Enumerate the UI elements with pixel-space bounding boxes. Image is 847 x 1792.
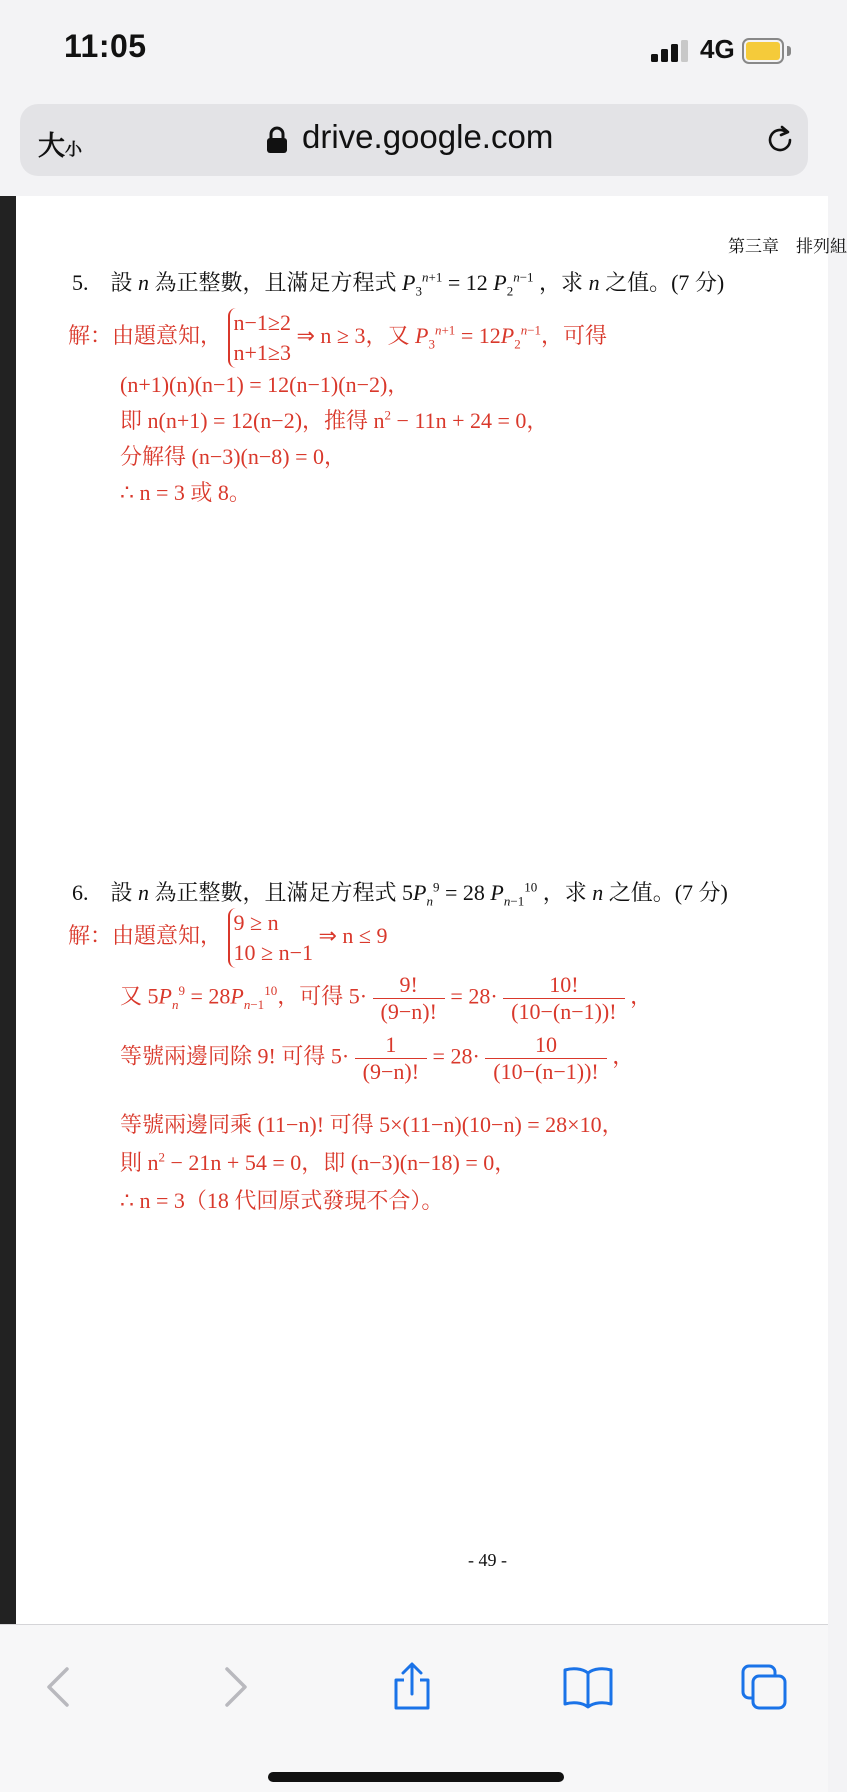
q5-case2: n+1≥3 bbox=[233, 340, 291, 365]
share-icon bbox=[390, 1662, 434, 1712]
tabs-button[interactable] bbox=[734, 1657, 794, 1717]
question-number: 5. bbox=[72, 270, 89, 295]
address-bar[interactable] bbox=[20, 104, 808, 176]
reload-icon[interactable] bbox=[760, 120, 800, 160]
q5-text-b: 為正整數，且滿足方程式 bbox=[154, 270, 397, 295]
signal-icon bbox=[651, 40, 689, 62]
q6-l2-obtain: ，可得 5· bbox=[277, 983, 368, 1009]
status-time: 11:05 bbox=[64, 28, 147, 64]
back-button[interactable] bbox=[28, 1657, 88, 1717]
home-indicator[interactable] bbox=[268, 1772, 564, 1782]
text-size-button[interactable] bbox=[38, 124, 82, 163]
q5-case1: n−1≥2 bbox=[233, 310, 291, 335]
fraction-1 bbox=[373, 972, 445, 1025]
frac1-num: 9! bbox=[373, 972, 445, 999]
fraction-2 bbox=[503, 972, 624, 1025]
text-size-small-label: 小 bbox=[65, 140, 82, 160]
q6-l5a: 則 n bbox=[120, 1150, 159, 1175]
q5-solution-line2: (n+1)(n)(n−1) = 12(n−1)(n−2)， bbox=[120, 372, 410, 397]
q6-solution-line1 bbox=[68, 908, 388, 968]
q6-solution-line6: ∴ n = 3（18 代回原式發現不合）。 bbox=[120, 1188, 444, 1213]
q5-solution-line5: ∴ n = 3 或 8。 bbox=[120, 480, 251, 505]
frac2-den: (10−(n−1))! bbox=[511, 999, 617, 1024]
q5-line3a: 即 n(n+1) = 12(n−2)，推得 n bbox=[120, 408, 385, 433]
battery-icon bbox=[742, 38, 784, 64]
frac3-den: (9−n)! bbox=[362, 1059, 420, 1084]
document-page bbox=[16, 196, 847, 1624]
q6-solution-line2: 又 $5P_n^9 = 28P_{n-1}^{10}$，可得 5· $\frac{9!}{(9-n)!}$ = 28· $\frac{10!}{(10-(n-1))!}$ ， bbox=[120, 972, 653, 1024]
question-5: 5. 設 n 為正整數，且滿足方程式 $P_3^{n+1} = 12$ $P_2^{n-1}$ ，求 n 之值。(7 分) bbox=[72, 269, 725, 299]
q6-cases bbox=[228, 908, 313, 968]
lock-icon bbox=[266, 126, 288, 154]
q6-l2-prefix: 又 5 bbox=[120, 983, 159, 1009]
q6-l3-prefix: 等號兩邊同除 9! 可得 5· bbox=[120, 1043, 350, 1069]
fraction-3 bbox=[355, 1032, 427, 1085]
bookmarks-button[interactable] bbox=[558, 1657, 618, 1717]
q6-l2-mid: = 28 bbox=[190, 983, 231, 1009]
question-number-6: 6. bbox=[72, 880, 89, 905]
forward-button[interactable] bbox=[206, 1657, 266, 1717]
q6-case1: 9 ≥ n bbox=[233, 910, 279, 935]
q5-implies: ⇒ n ≥ 3，又 bbox=[296, 323, 410, 349]
frac4-num: 10 bbox=[485, 1032, 606, 1059]
q5-cases bbox=[228, 308, 291, 368]
q5-var: n bbox=[138, 270, 150, 295]
q5-text-c: ，求 bbox=[539, 270, 584, 295]
q6-comma: ， bbox=[630, 983, 653, 1009]
viewer-left-edge bbox=[0, 196, 16, 1624]
q6-var: n bbox=[138, 880, 150, 905]
q6-text-d: ，求 bbox=[542, 880, 587, 905]
q5-solution-line3: 即 n(n+1) = 12(n−2)，推得 $n^2 - 11n + 24 = 0$， bbox=[120, 407, 549, 433]
text-size-large-label: 大 bbox=[38, 131, 65, 162]
url-text[interactable]: drive.google.com bbox=[302, 118, 554, 155]
q6-solution-line3 bbox=[120, 1032, 634, 1085]
q5-text-a: 設 bbox=[110, 270, 133, 295]
q6-case2: 10 ≥ n−1 bbox=[233, 940, 313, 965]
q6-solution-line4: 等號兩邊同乘 (11−n)! 可得 5×(11−n)(10−n) = 28×10， bbox=[120, 1112, 624, 1137]
q6-text-c: = 28 bbox=[444, 880, 485, 905]
frac4-den: (10−(n−1))! bbox=[493, 1059, 599, 1084]
frac2-num: 10! bbox=[503, 972, 624, 999]
q6-solution-line5: 則 $n^2 - 21n + 54 = 0$，即 (n−3)(n−18) = 0， bbox=[120, 1149, 517, 1175]
q5-solution-line4: 分解得 (n−3)(n−8) = 0， bbox=[120, 444, 347, 469]
status-bar bbox=[0, 0, 828, 96]
chapter-header: 第三章 排列組 bbox=[728, 237, 847, 256]
question-6: 6. 設 n 為正整數，且滿足方程式 $5P_n^9 = 28$ $P_{n-1}^{10}$ ，求 n 之值。(7 分) bbox=[72, 879, 728, 909]
q6-comma-2: ， bbox=[612, 1043, 635, 1069]
q5-var-2: n bbox=[588, 270, 600, 295]
q6-eq28: = 28· bbox=[450, 983, 498, 1009]
q5-obtain: ，可得 bbox=[541, 323, 608, 349]
q6-solution-label: 解：由題意知， bbox=[68, 923, 223, 949]
bookmarks-icon bbox=[562, 1665, 614, 1709]
frac1-den: (9−n)! bbox=[380, 999, 437, 1024]
q6-var-2: n bbox=[592, 880, 604, 905]
forward-icon bbox=[221, 1665, 251, 1709]
q6-implies: ⇒ n ≤ 9 bbox=[318, 923, 388, 949]
fraction-4 bbox=[485, 1032, 606, 1085]
q6-l5b: − 21n + 54 = 0，即 (n−3)(n−18) = 0， bbox=[165, 1150, 517, 1175]
q5-line3b: − 11n + 24 = 0， bbox=[391, 408, 549, 433]
battery-cap bbox=[787, 46, 791, 56]
q6-eq28-2: = 28· bbox=[432, 1043, 480, 1069]
page-number: - 49 - bbox=[468, 1550, 507, 1570]
browser-toolbar bbox=[0, 1624, 828, 1792]
q6-text-e: 之值。(7 分) bbox=[608, 880, 728, 905]
network-type: 4G bbox=[700, 34, 735, 64]
q6-text-b: 為正整數，且滿足方程式 5 bbox=[154, 880, 414, 905]
back-icon bbox=[43, 1665, 73, 1709]
q5-solution-line1: 解：由題意知， n−1≥2 n+1≥3 ⇒ n ≥ 3，又 $P_3^{n+1} = 12P_2^{n-1}$，可得 bbox=[68, 308, 607, 368]
frac3-num: 1 bbox=[355, 1032, 427, 1059]
q5-text-d: 之值。(7 分) bbox=[605, 270, 725, 295]
share-button[interactable] bbox=[382, 1657, 442, 1717]
q6-text-a: 設 bbox=[110, 880, 133, 905]
q5-solution-label: 解：由題意知， bbox=[68, 323, 223, 349]
tabs-icon bbox=[740, 1663, 788, 1711]
